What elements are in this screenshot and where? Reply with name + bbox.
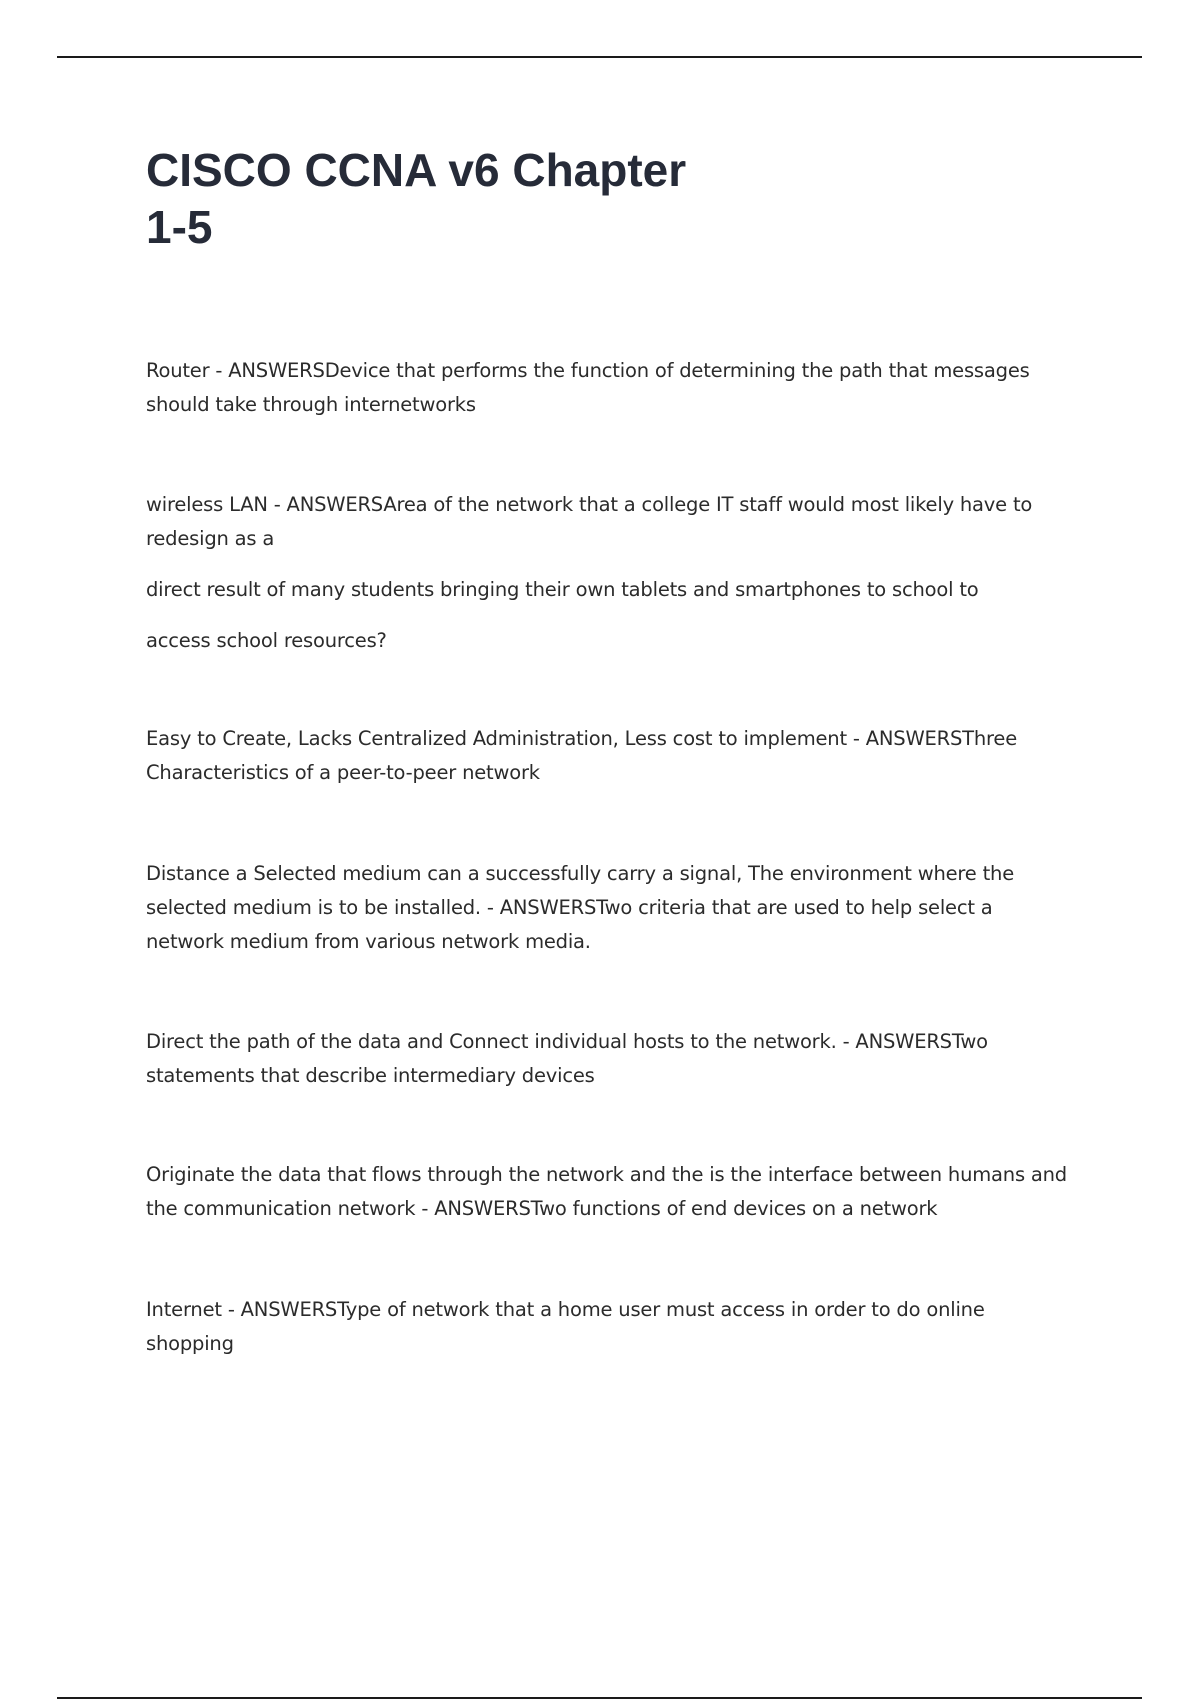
- entry-line: selected medium is to be installed. - ANSWERSTwo criteria that are used to help select a: [146, 896, 993, 919]
- entry-line: wireless LAN - ANSWERSArea of the network that a college IT staff would most likely have to: [146, 493, 1033, 516]
- entry-line: statements that describe intermediary devices: [146, 1064, 595, 1087]
- top-rule: [57, 56, 1142, 58]
- page-title: [146, 142, 786, 256]
- title-line: CISCO CCNA v6 Chapter: [146, 144, 687, 196]
- qa-entry-router: [146, 354, 1106, 422]
- qa-entry-network-medium: [146, 857, 1106, 959]
- bottom-rule: [57, 1697, 1142, 1699]
- qa-entry-intermediary-devices: [146, 1025, 1106, 1093]
- entry-line: Distance a Selected medium can a successfully carry a signal, The environment where the: [146, 862, 1015, 885]
- entry-line: Internet - ANSWERSType of network that a home user must access in order to do online: [146, 1298, 985, 1321]
- entry-line: network medium from various network media.: [146, 930, 591, 953]
- entry-line: Direct the path of the data and Connect individual hosts to the network. - ANSWERSTwo: [146, 1030, 988, 1053]
- entry-line: should take through internetworks: [146, 393, 476, 416]
- entry-line: Easy to Create, Lacks Centralized Administration, Less cost to implement - ANSWERSThree: [146, 727, 1018, 750]
- title-line: 1-5: [146, 201, 213, 253]
- qa-entry-internet: [146, 1293, 1106, 1361]
- entry-line: redesign as a: [146, 527, 275, 550]
- entry-line: Characteristics of a peer-to-peer network: [146, 761, 540, 784]
- entry-line: Originate the data that flows through the network and the is the interface between humans and: [146, 1163, 1067, 1186]
- entry-line: access school resources?: [146, 629, 387, 652]
- entry-line: Router - ANSWERSDevice that performs the function of determining the path that messages: [146, 359, 1030, 382]
- qa-entry-wireless-lan: [146, 488, 1106, 658]
- qa-entry-peer-to-peer: [146, 722, 1106, 790]
- qa-entry-end-devices: [146, 1158, 1106, 1226]
- entry-line: direct result of many students bringing their own tablets and smartphones to school to: [146, 578, 979, 601]
- entry-line: the communication network - ANSWERSTwo functions of end devices on a network: [146, 1197, 938, 1220]
- entry-line: shopping: [146, 1332, 234, 1355]
